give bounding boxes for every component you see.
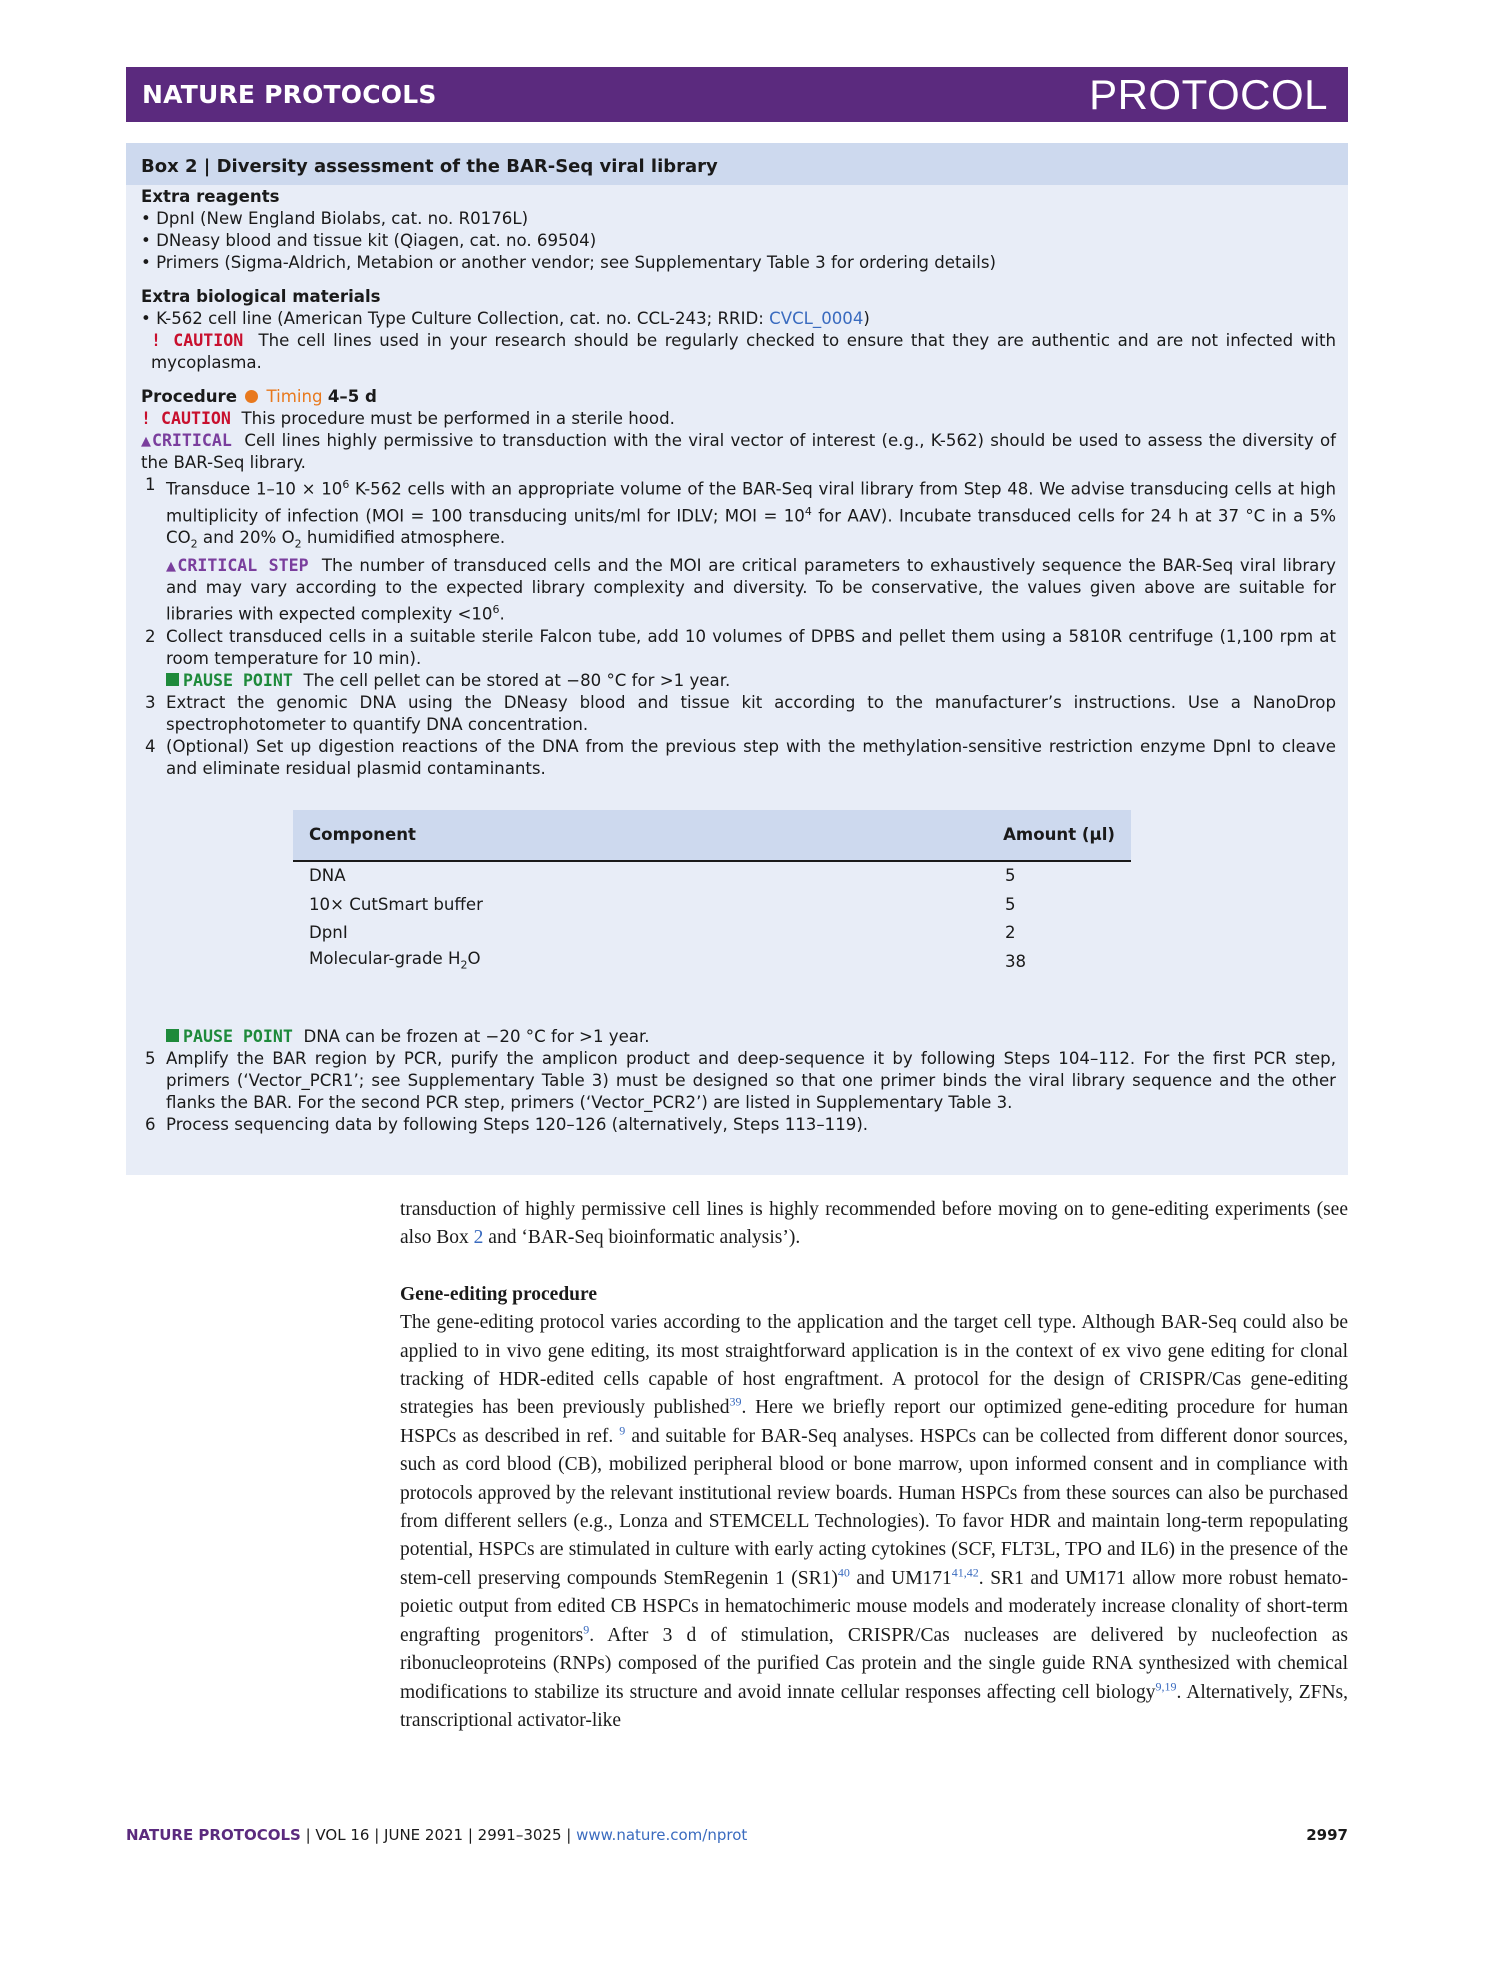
reagent-item: • Primers (Sigma-Aldrich, Metabion or another vendor; see Supplementary Table 3 for ordering details) <box>141 253 996 272</box>
bio-heading: Extra biological materials <box>141 287 381 306</box>
ref-link[interactable]: 41,42 <box>951 1565 979 1580</box>
col-amount: Amount (µl) <box>1003 824 1115 844</box>
ref-link[interactable]: 39 <box>729 1394 742 1409</box>
journal-url[interactable]: www.nature.com/nprot <box>576 1826 748 1844</box>
procedure-heading: Procedure Timing 4–5 d <box>141 387 377 406</box>
bio-caution: ! CAUTION The cell lines used in your research should be regularly checked to ensure that they are authentic and are not infected with mycoplasma. <box>151 331 1336 372</box>
pause-icon <box>166 673 179 686</box>
step-1-critical: ▲CRITICAL STEP The number of transduced cells and the MOI are critical parameters to exhaustively sequence the BAR-Seq viral library and may vary according to the expected library complexity and diversity. To be conservative, the values given above are suitable for libraries with expected complexity $<10^6$. <box>166 556 1336 624</box>
ref-link[interactable]: 9 <box>619 1423 626 1438</box>
box-body <box>141 186 1336 1136</box>
step-2-pause: PAUSE POINT The cell pellet can be stored at −80 °C for >1 year. <box>141 670 1336 692</box>
step-3: 3 Extract the genomic DNA using the DNeasy blood and tissue kit according to the manufacturer’s instructions. Use a NanoDrop spectrophotometer to quantify DNA concentration. <box>145 692 1336 734</box>
box-2 <box>126 143 1348 1175</box>
timing-icon <box>245 390 258 403</box>
reagent-item: • DNeasy blood and tissue kit (Qiagen, cat. no. 69504) <box>141 231 597 250</box>
digestion-table <box>293 810 1131 976</box>
step-2: 2 Collect transduced cells in a suitable sterile Falcon tube, add 10 volumes of DPBS and pellet them using a 5810R centrifuge (1,100 rpm at room temperature for 10 min). <box>145 626 1336 668</box>
table-row: DNA 5 <box>309 866 1016 886</box>
step-4: 4 (Optional) Set up digestion reactions of the DNA from the previous step with the methylation-sensitive restriction enzyme DpnI to cleave and eliminate residual plasmid contaminants. <box>145 736 1336 778</box>
article-type: PROTOCOL <box>1089 70 1328 118</box>
col-component: Component <box>309 824 416 844</box>
reagents-heading: Extra reagents <box>141 187 280 206</box>
procedure-critical: ▲CRITICAL Cell lines highly permissive to transduction with the viral vector of interest (e.g., K-562) should be used to assess the diversity of the BAR-Seq library. <box>141 431 1336 472</box>
journal-name: NATURE PROTOCOLS <box>142 80 437 109</box>
page-number: 2997 <box>1306 1826 1348 1844</box>
ref-link[interactable]: 9 <box>583 1622 590 1637</box>
page-footer <box>126 1826 1348 1844</box>
caution-label: ! CAUTION <box>151 331 244 350</box>
step-5: 5 Amplify the BAR region by PCR, purify the amplicon product and deep-sequence it by following Steps 104–112. For the first PCR step, primers (‘Vector_PCR1’; see Supplementary Table 3) must be designed so that one primer binds the viral library sequence and the other flanks the BAR. For the second PCR step, primers (‘Vector_PCR2’) are listed in Supplementary Table 3. <box>145 1048 1336 1112</box>
paragraph: The gene-editing protocol varies according to the application and the target cell type. Although BAR-Seq could also be applied to in vivo gene editing, its most straightforward application is in the context of ex vivo gene editing for clonal tracking of HDR-edited cells capable of host engraftment. A protocol for the design of CRISPR/Cas gene-editing strategies has been previously published$^{39}$. Here we briefly report our optimized gene-editing procedure for human HSPCs as described in ref. $^9$ and suitable for BAR-Seq analyses. HSPCs can be collected from different donor sources, such as cord blood (CB), mobilized peripheral blood or bone marrow, upon informed consent and in compliance with protocols approved by the relevant institutional review boards. Human HSPCs from these sources can also be purchased from different sellers (e.g., Lonza and STEMCELL Technologies). To favor HDR and maintain long-term repopulating potential, HSPCs are stimulated in culture with early acting cytokines (SCF, FLT3L, TPO and IL6) in the presence of the stem-cell preserving compounds StemRegenin 1 $(SR1)^{40}$ and UM171$^{41,42}$. SR1 and UM171 allow more robust hemato-poietic output from edited CB HSPCs in hematochimeric mouse models and moderately increase clonality of short-term engrafting progenitors$^9$. After 3 d of stimulation, CRISPR/Cas nucleases are delivered by nucleofection as ribonucleoproteins (RNPs) composed of the purified Cas protein and the single guide RNA synthesized with chemical modifications to stabilize its structure and avoid innate cellular responses affecting cell biology$^{9,19}$. Alternatively, ZFNs, transcriptional activator-like <box>400 1312 1349 1731</box>
table-row: 10× CutSmart buffer 5 <box>309 894 1016 914</box>
step-6: 6 Process sequencing data by following Steps 120–126 (alternatively, Steps 113–119). <box>145 1114 869 1134</box>
main-text <box>400 1196 1348 1735</box>
step-1: 1 Transduce $1-10 \times 10^6$ K-562 cells with an appropriate volume of the BAR-Seq viral library from Step 48. We advise transducing cells at high multiplicity of infection (MOI = 100 transducing units/ml for IDLV; MOI = $10^4$ for AAV). Incubate transduced cells for 24 h at 37 °C in a 5% $CO_2$ and 20% $O_2$ humidified atmosphere. <box>145 475 1336 551</box>
ref-link[interactable]: 9,19 <box>1155 1679 1177 1693</box>
rrid-link[interactable]: CVCL_0004 <box>769 309 864 328</box>
table-row: Molecular-grade $H_2O$ 38 <box>309 948 1027 971</box>
journal-header <box>126 67 1348 122</box>
procedure-caution: ! CAUTION This procedure must be performed in a sterile hood. <box>141 409 675 428</box>
footer-citation: NATURE PROTOCOLS | VOL 16 | JUNE 2021 | 2991–3025 | www.nature.com/nprot <box>126 1826 748 1844</box>
box-ref-link[interactable]: 2 <box>473 1227 484 1249</box>
section-heading: Gene-editing procedure <box>400 1283 597 1305</box>
paragraph: transduction of highly permissive cell lines is highly recommended before moving on to gene-editing experiments (see also Box 2 and ‘BAR-Seq bioinformatic analysis’). <box>400 1199 1348 1249</box>
reagent-item: • DpnI (New England Biolabs, cat. no. R0176L) <box>141 209 529 228</box>
box-title: Box 2 | Diversity assessment of the BAR-Seq viral library <box>126 143 1348 185</box>
ref-link[interactable]: 40 <box>837 1565 850 1580</box>
bio-item: • K-562 cell line (American Type Culture Collection, cat. no. CCL-243; RRID: CVCL_0004) <box>141 309 870 328</box>
pause-icon <box>166 1029 179 1042</box>
step-4-pause: PAUSE POINT DNA can be frozen at −20 °C for >1 year. <box>141 1026 1336 1048</box>
table-row: DpnI 2 <box>309 923 1016 943</box>
table-header <box>293 810 1131 862</box>
